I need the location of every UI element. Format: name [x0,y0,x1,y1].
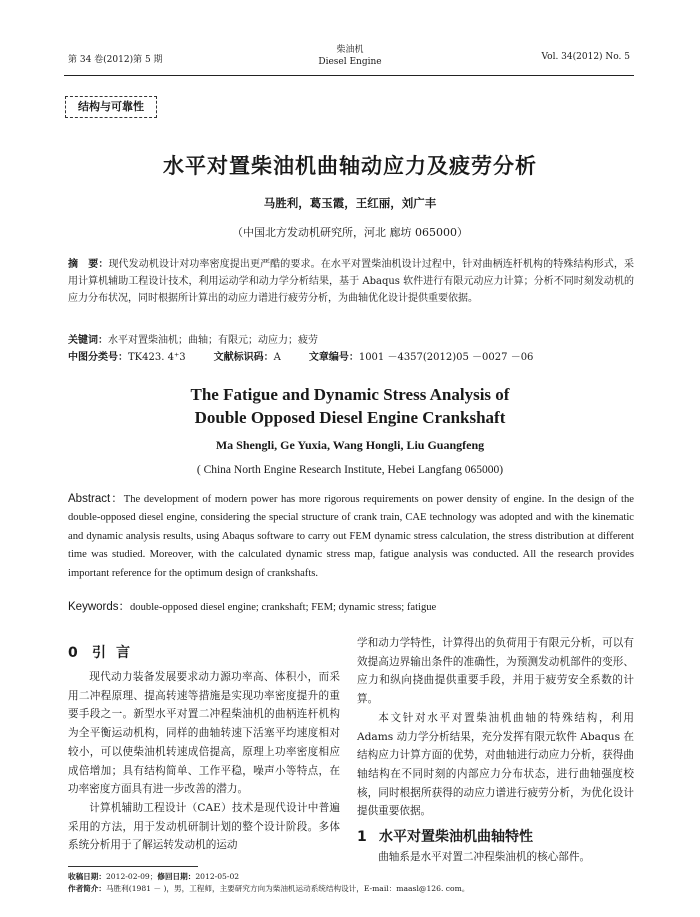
journal-name-cn: 柴油机 [336,45,364,55]
keywords-en [68,598,634,614]
abstract-en-text: The development of modern power has more rigorous requirements on power density of engine. In the design of the double-opposed diesel engine, considering the special structure of crank train, CAE technology was adopted and with the kinematic and dynamic analysis results, using Abaqus software to carry out FEM dynamic stress calculation, the stress distribution at different time was studied. Moreover, with the calculated dynamic stress map, fatigue analysis was conducted. All the research provides important reference for the optimum design of crankshafts. [68,494,635,579]
footnote [68,871,634,895]
footnote-dates [68,871,634,883]
journal-name [290,44,410,68]
keywords-cn [68,333,634,349]
authors-cn: 马胜利，葛玉霞，王红丽，刘广丰 [263,196,437,210]
abstract-cn-text: 现代发动机设计对功率密度提出更严酷的要求。在水平对置柴油机设计过程中，针对曲柄连杆机构的特殊结构形式，采用计算机辅助工程设计技术，利用运动学和动力学分析结果，基于 Abaqus 软件进行有限元动应力计算；分析不同时刻发动机的应力分布状况，同时根据所计算出的动应力谱进行疲劳分析，为曲轴优化设计提供重要依据。 [68,259,635,304]
section-1-number: 1 [357,829,367,845]
right-paragraph-1: 学和动力学特性，计算得出的负荷用于有限元分析，可以有效提高边界输出条件的准确性，为预测发动机部件的变形、应力和纵向挠曲提供重要手段，并用于疲劳安全系数的计算。 [357,637,634,706]
doc-code-label: 文献标识码： [213,352,274,363]
received-date: 2012-02-09； [105,872,158,881]
section-1-body [357,848,634,867]
keywords-cn-label: 关键词： [68,335,108,346]
article-no-value: 1001 －4357(2012)05 －0027 －06 [358,352,534,363]
title-en-line1: The Fatigue and Dynamic Stress Analysis of [190,385,510,404]
title-en-line2: Double Opposed Diesel Engine Crankshaft [194,408,506,427]
section-0-number: 0 [68,645,78,661]
classification-line [68,350,634,366]
journal-name-en: Diesel Engine [318,57,382,67]
right-column [357,634,634,821]
journal-issue-left: 第 34 卷(2012)第 5 期 [68,55,163,65]
article-no-label: 文章编号： [308,352,359,363]
abstract-cn [68,256,634,307]
left-column [68,668,340,855]
keywords-en-text: double-opposed diesel engine; crankshaft; FEM; dynamic stress; fatigue [130,602,437,613]
author-bio-label: 作者简介： [68,884,106,893]
section-0-title: 引言 [92,645,140,661]
authors-en: Ma Shengli, Ge Yuxia, Wang Hongli, Liu Guangfeng [215,438,485,452]
abstract-cn-label: 摘 要： [68,259,109,270]
received-label: 收稿日期： [68,872,106,881]
clc-label: 中图分类号： [68,352,128,363]
footnote-rule [68,866,198,867]
revised-date: 2012-05-02 [195,872,240,881]
journal-issue-right: Vol. 34(2012) No. 5 [541,52,630,62]
section-1-heading [357,826,533,846]
abstract-en [68,490,634,583]
left-paragraph-2: 计算机辅助工程设计（CAE）技术是现代设计中普遍采用的方法，用于发动机研制计划的整个设计阶段。多体系统分析用于了解运转发动机的运动 [68,801,340,852]
abstract-en-label: Abstract： [68,493,124,505]
keywords-en-label: Keywords： [68,601,130,613]
revised-label: 修回日期： [157,872,196,881]
title-en [60,383,640,429]
section-1-title: 水平对置柴油机曲轴特性 [379,829,533,845]
footnote-author [68,883,634,895]
right-paragraph-3: 曲轴系是水平对置二冲程柴油机的核心部件。 [378,851,591,863]
affiliation-cn: （中国北方发动机研究所，河北 廊坊 065000） [232,226,468,239]
affiliation-en: ( China North Engine Research Institute, Hebei Langfang 065000) [196,464,504,476]
title-cn: 水平对置柴油机曲轴动应力及疲劳分析 [163,154,537,178]
header-rule [64,75,634,76]
right-paragraph-2: 本文针对水平对置柴油机曲轴的特殊结构，利用 Adams 动力学分析结果，充分发挥有限元软件 Abaqus 在结构应力计算方面的优势，对曲轴进行动应力分析，获得曲轴结构在不同时刻的内部应力分布状态，进行曲轴强度校核，同时根据所获得的动应力谱进行疲劳分析，为优化设计提供重要依据。 [357,711,634,818]
section-0-heading [68,642,140,662]
clc-value: TK423. 4⁺3 [128,352,186,363]
author-bio-text: 马胜利(1981 － )，男，工程师，主要研究方向为柴油机运动系统结构设计，E-mail：maasl@126. com。 [105,884,470,893]
section-tag: 结构与可靠性 [65,96,157,118]
doc-code-value: A [273,352,281,363]
keywords-cn-text: 水平对置柴油机；曲轴；有限元；动应力；疲劳 [108,335,318,346]
left-paragraph-1: 现代动力装备发展要求动力源功率高、体积小，而采用二冲程原理、提高转速等措施是实现功率密度提升的重要手段之一。新型水平对置二冲程柴油机的曲柄连杆机构为全平衡运动机构，同样的曲轴转速下活塞平均速度相对较小，可以使柴油机转速成倍提高，原理上功率密度相应成倍增加；具有结构简单、工作平稳，噪声小等特点，在功率密度方面具有进一步改善的潜力。 [68,671,340,796]
